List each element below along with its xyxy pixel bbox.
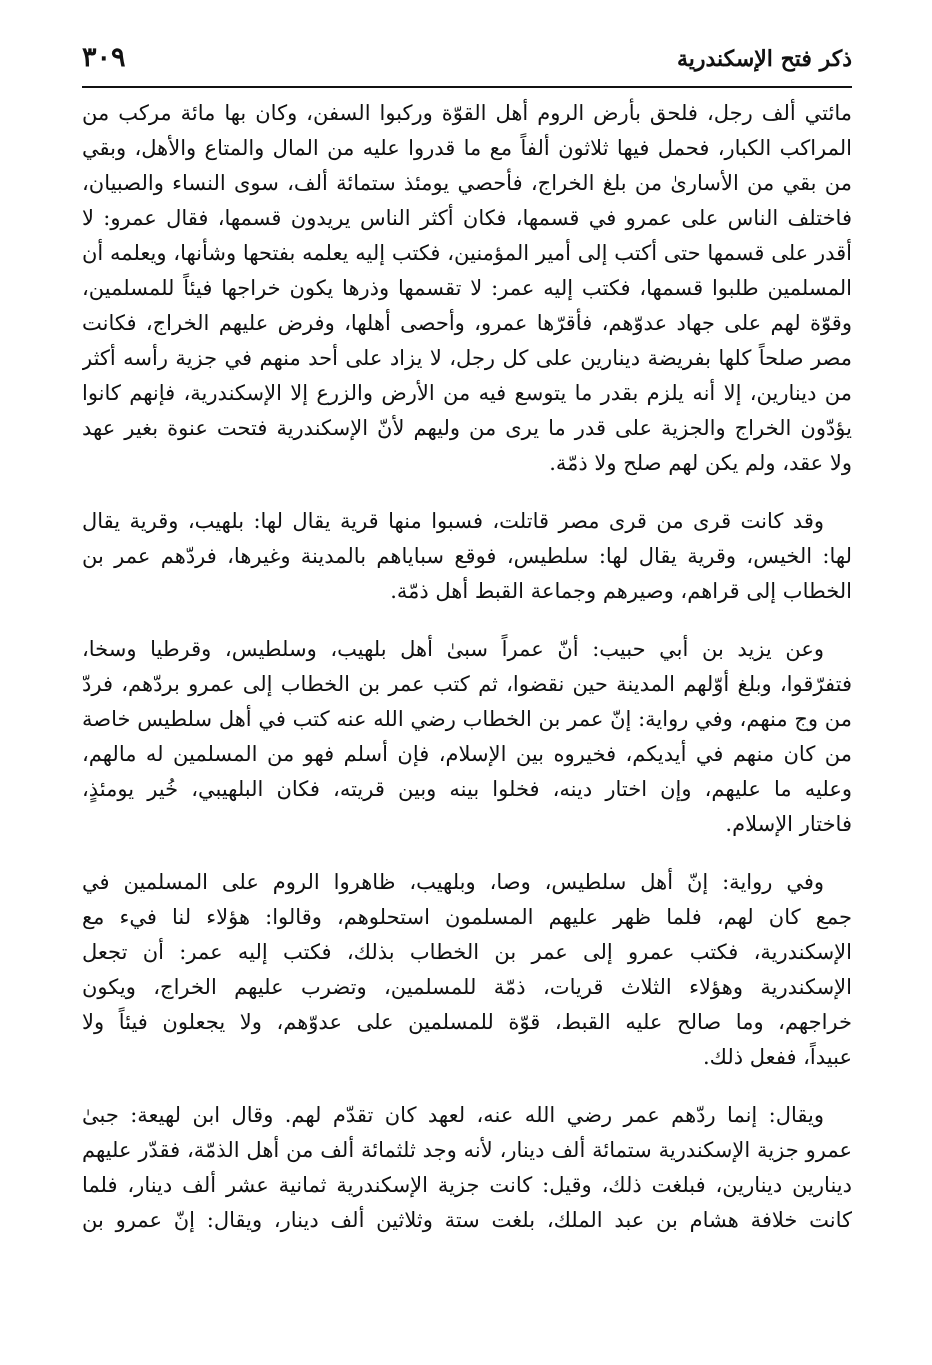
paragraph-3 bbox=[82, 632, 852, 842]
text-line: الإسكندرية وهؤلاء الثلاث قريات، ذمّة للمسلمين، وتضرب عليهم الخراج، ويكون bbox=[82, 975, 852, 999]
text-line: جمع كان لهم، فلما ظهر عليهم المسلمون استحلوهم، وقالوا: هؤلاء لنا فيء مع bbox=[82, 905, 852, 929]
text-line: مصر صلحاً كلها بفريضة دينارين على كل رجل، لا يزاد على أحد منهم في جزية رأسه أكثر bbox=[82, 346, 852, 370]
text-line: أقدر على قسمها حتى أكتب إلى أمير المؤمنين، فكتب إليه يعلمه بفتحها وشأنها، ويعلمه أن bbox=[82, 241, 852, 265]
text-line: الإسكندرية، فكتب عمرو إلى عمر بن الخطاب بذلك، فكتب إليه عمر: أن تجعل bbox=[82, 940, 852, 964]
paragraph-2 bbox=[82, 504, 852, 609]
text-line: المسلمين طلبوا قسمها، فكتب إليه عمر: لا تقسمها وذرها يكون خراجها فيئاً للمسلمين، bbox=[82, 276, 852, 300]
text-line: ولا عقد، ولم يكن لهم صلح ولا ذمّة. bbox=[549, 451, 852, 475]
text-line: من دينارين، إلا أنه يلزم بقدر ما يتوسع فيه من الأرض والزرع إلا الإسكندرية، فإنهم كانوا bbox=[82, 381, 852, 405]
text-line: من وج منهم، وفي رواية: إنّ عمر بن الخطاب رضي الله عنه كتب في أهل سلطيس خاصة bbox=[82, 707, 852, 731]
text-line: لها: الخيس، وقرية يقال لها: سلطيس، فوقع سباياهم بالمدينة وغيرها، فردّهم عمر بن bbox=[82, 544, 852, 568]
text-line: فاختار الإسلام. bbox=[725, 812, 852, 836]
text-line: خراجهم، وما صالح عليه القبط، قوّة للمسلمين على عدوّهم، ولا يجعلون فيئاً ولا bbox=[82, 1010, 852, 1034]
text-line: من بقي من الأسارىٰ من بلغ الخراج، فأحصي يومئذ ستمائة ألف، سوى النساء والصبيان، bbox=[82, 171, 852, 195]
text-line: وقد كانت قرى من قرى مصر قاتلت، فسبوا منها قرية يقال لها: بلهيب، وقرية يقال bbox=[82, 509, 824, 533]
page-number: ٣٠٩ bbox=[82, 42, 126, 73]
text-line: عبيداً، ففعل ذلك. bbox=[702, 1045, 852, 1069]
paragraph-gap bbox=[82, 481, 852, 504]
text-line: يؤدّون الخراج والجزية على قدر ما يرى من وليهم لأنّ الإسكندرية فتحت عنوة بغير عهد bbox=[82, 416, 852, 440]
text-line: المراكب الكبار، فحمل فيها ثلاثون ألفاً مع ما قدروا عليه من المال والمتاع والأهل، وبقي bbox=[82, 136, 852, 160]
body-text bbox=[82, 96, 852, 1238]
text-line: عمرو جزية الإسكندرية ستمائة ألف دينار، لأنه وجد ثلثمائة ألف من أهل الذمّة، فقدّر عليهم bbox=[82, 1138, 852, 1162]
page-header bbox=[82, 40, 852, 84]
text-line: مائتي ألف رجل، فلحق بأرض الروم أهل القوّة وركبوا السفن، وكان بها مائة مركب من bbox=[82, 101, 852, 125]
paragraph-1 bbox=[82, 96, 852, 481]
paragraph-4 bbox=[82, 865, 852, 1075]
text-line: دينارين دينارين، فبلغت ذلك، وقيل: كانت جزية الإسكندرية ثمانية عشر ألف دينار، فلما bbox=[82, 1173, 852, 1197]
text-line: وعليه ما عليهم، وإن اختار دينه، فخلوا بينه وبين قريته، فكان البلهيبي، خُير يومئذٍ، bbox=[82, 777, 852, 801]
text-line: وقوّة لهم على جهاد عدوّهم، فأقرّها عمرو، وأحصى أهلها، وفرض عليهم الخراج، فكانت bbox=[82, 311, 852, 335]
text-line: وعن يزيد بن أبي حبيب: أنّ عمراً سبىٰ أهل بلهيب، وسلطيس، وقرطيا وسخا، bbox=[82, 637, 824, 661]
text-line: فتفرّقوا، وبلغ أوّلهم المدينة حين نقضوا، ثم كتب عمر بن الخطاب إلى عمرو بردّهم، فردّ bbox=[82, 672, 852, 696]
paragraph-gap bbox=[82, 1075, 852, 1098]
text-line: ويقال: إنما ردّهم عمر رضي الله عنه، لعهد كان تقدّم لهم. وقال ابن لهيعة: جبىٰ bbox=[82, 1103, 824, 1127]
header-rule bbox=[82, 86, 852, 88]
text-line: كانت خلافة هشام بن عبد الملك، بلغت ستة وثلاثين ألف دينار، ويقال: إنّ عمرو بن bbox=[82, 1208, 852, 1232]
paragraph-gap bbox=[82, 609, 852, 632]
text-line: فاختلف الناس على عمرو في قسمها، فكان أكثر الناس يريدون قسمها، فقال عمرو: لا bbox=[82, 206, 852, 230]
text-line: من كان منهم في أيديكم، فخيروه بين الإسلام، فإن أسلم فهو من المسلمين له مالهم، bbox=[82, 742, 852, 766]
paragraph-5 bbox=[82, 1098, 852, 1238]
paragraph-gap bbox=[82, 842, 852, 865]
text-line: وفي رواية: إنّ أهل سلطيس، وصا، وبلهيب، ظاهروا الروم على المسلمين في bbox=[82, 870, 824, 894]
text-line: الخطاب إلى قراهم، وصيرهم وجماعة القبط أهل ذمّة. bbox=[390, 579, 852, 603]
running-title: ذكر فتح الإسكندرية bbox=[676, 46, 852, 72]
